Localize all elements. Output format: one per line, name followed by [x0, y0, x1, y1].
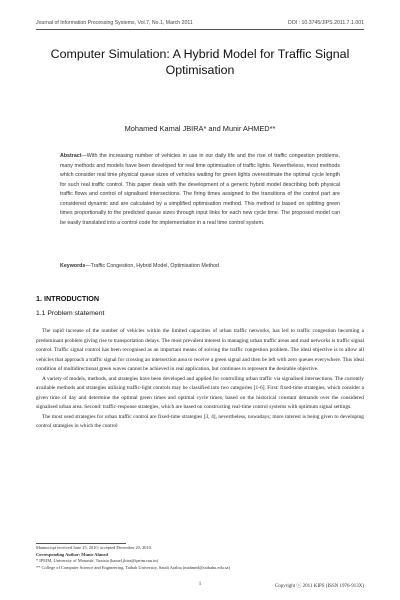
keywords-text: —Traffic Congestion, Hybrid Model, Optimisation Method [85, 263, 219, 269]
section-heading: 1. INTRODUCTION [36, 294, 100, 303]
running-header [36, 20, 364, 26]
header-rule [36, 29, 364, 30]
authors: Mohamed Kamal JBIRA* and Munir AHMED** [124, 124, 276, 133]
corresponding-author: Corresponding Author: Munir Ahmed [36, 551, 108, 557]
page-number: 1 [198, 582, 202, 587]
abstract-label: Abstract [60, 153, 82, 159]
paragraph: The most used strategies for urban traffic control are fixed-time strategies [3, 4], nevertheless, nowadays; more interest is being given to developing control strategies in which the control [36, 413, 364, 430]
subsection-heading: 1.1 Problem statement [36, 310, 105, 317]
abstract-text: —With the increasing number of vehicles in use in our daily life and the rise of traffic congestion problems, many methods and models have been developed for real time optimisation of traffic lights. Nevertheless, most methods which consider real time physical queue sizes of vehicles waiting for green lights overestimate the optimal cycle length for such real traffic control. This paper deals with the development of a generic hybrid model describing both physical traffic flows and control of signalised intersections. The firing times assigned to the transitions of the control part are considered dynamic and are calculated by a simplified optimisation method. This method is based on splitting green times proportionally to the predicted queue sizes through input links for each new cycle time. The proposed model can be easily translated into a control code for implementation in a real time control system. [60, 153, 340, 226]
paragraph: A variety of models, methods, and strategies have been developed and applied for controlling urban traffic via signalised intersections. The currently available methods and strategies utilising traffic-light controls may be classified into two categories [1-6]. First: fixed-time strategies, which consider a given time of day and determine the optimal green times and optimal cycle times, based on the historical constant demands over the considered signalised urban area. Second: traffic-response strategies, which are based on constructing real-time control systems with optimum signal settings. [36, 375, 364, 411]
affiliation-1: * IPEIM, University of Monastir, Tunisia (kamel.jbira@ipeim.rnu.tn) [36, 558, 159, 564]
paper-title: Computer Simulation: A Hybrid Model for Traffic Signal Optimisation [50, 47, 350, 77]
keywords-label: Keywords [60, 263, 86, 269]
footnotes [36, 545, 364, 571]
footnote-rule [36, 543, 126, 544]
abstract [60, 152, 340, 228]
manuscript-dates: Manuscript received June 25, 2010; accepted December 20, 2010. [36, 545, 152, 550]
doi: DOI : 10.3745/JIPS.2011.7.1.001 [287, 20, 364, 26]
paragraph: The rapid increase of the number of vehicles within the limited capacities of urban traffic networks, has led to traffic congestion becoming a predominant problem giving rise to transportation delays. The most prevalent interest in managing urban traffic areas and road networks is traffic signal control. Traffic signal control has been recognised as an important means of solving the traffic congestion problem. The ideal objective is to allow all vehicles that approach a traffic signal for crossing an intersection area to receive a green signal and then be left with zero queues everywhere. This ideal condition of multidirectional green waves cannot be achieved in real application, but continues to represent the desirable objective. [36, 328, 364, 373]
copyright: Copyright ⓒ 2011 KIPS (ISSN 1976-913X) [274, 584, 364, 589]
keywords [60, 263, 340, 269]
body-text [36, 327, 364, 432]
journal-citation: Journal of Information Processing Systems, Vol.7, No.1, March 2011 [36, 20, 193, 26]
affiliation-2: ** College of Computer Science and Engineering, Taibah University, Saudi Arabia (mahmed@taibahu.edu.sa) [36, 564, 230, 570]
